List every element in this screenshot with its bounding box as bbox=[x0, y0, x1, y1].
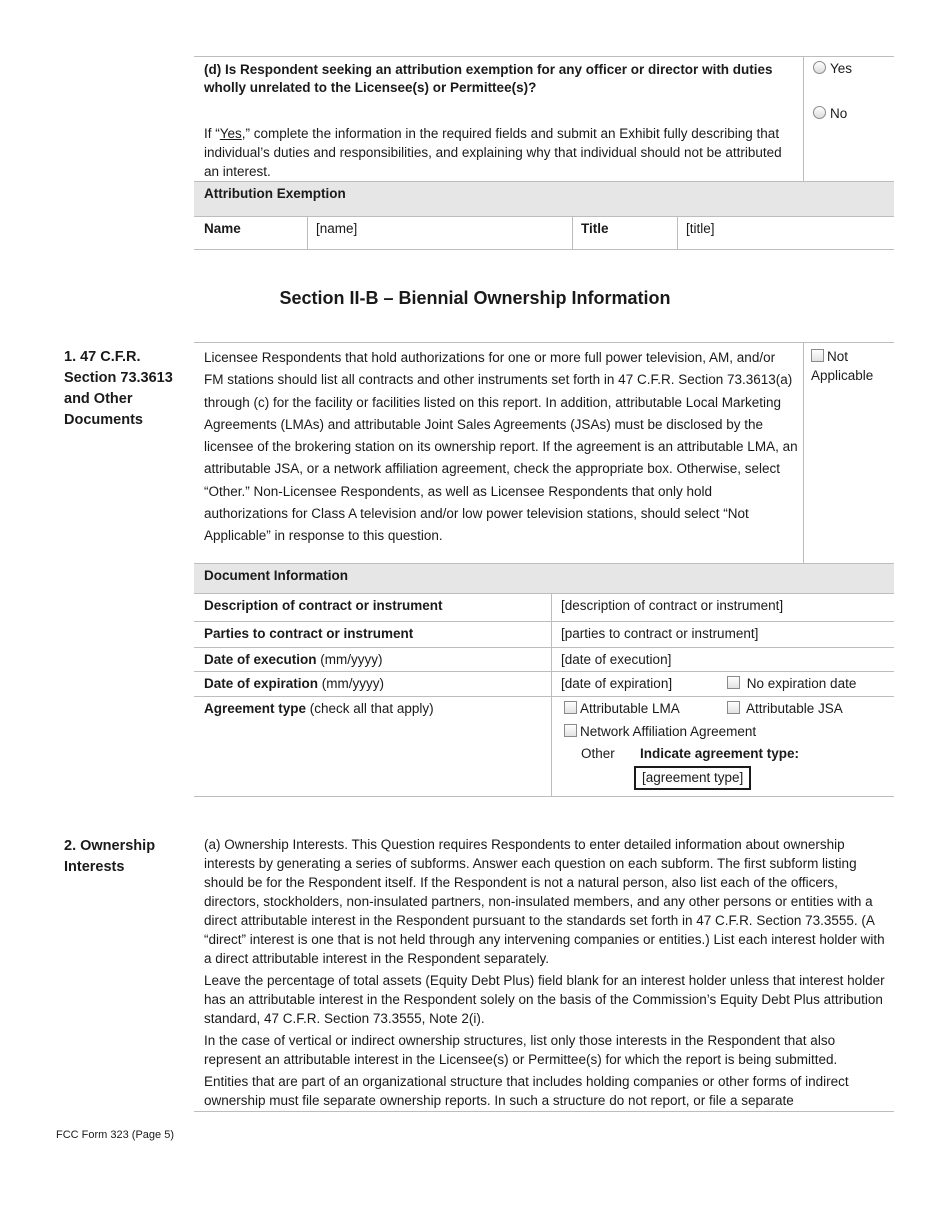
execution-date-field[interactable]: [date of execution] bbox=[561, 652, 672, 667]
description-field[interactable]: [description of contract or instrument] bbox=[561, 598, 784, 613]
expiration-date-field[interactable]: [date of expiration] bbox=[561, 676, 673, 691]
no-radio-option[interactable] bbox=[813, 106, 847, 121]
question-2-paragraph: (a) Ownership Interests. This Question requires Respondents to enter detailed information about ownership interests by generating a series of subforms. Answer each question on each subform. The first subform listing should be for the Respondent itself. If the Respondent is not a natural person, also list each of the officers, directors, stockholders, non-insulated partners, non-insulated members, and any other persons or entities with a direct attributable interest in the Respondent pursuant to the standards set forth in 47 C.F.R. Section 73.3555. (A “direct” interest is one that is not held through any intervening companies or entities.) List each interest holder with a direct attributable interest in the Respondent separately. bbox=[204, 837, 885, 966]
divider bbox=[194, 342, 894, 343]
divider bbox=[803, 56, 804, 181]
indicate-agreement-type-label: Indicate agreement type: bbox=[640, 746, 800, 761]
name-label: Name bbox=[204, 221, 241, 236]
divider bbox=[194, 796, 894, 797]
divider bbox=[572, 216, 573, 249]
attributable-lma-label: Attributable LMA bbox=[580, 701, 680, 716]
execution-label: Date of execution (mm/yyyy) bbox=[204, 652, 383, 667]
no-label: No bbox=[830, 106, 848, 121]
description-label: Description of contract or instrument bbox=[204, 598, 443, 613]
divider bbox=[194, 181, 894, 182]
divider bbox=[551, 593, 552, 796]
question-d-prompt: (d) Is Respondent seeking an attribution exemption for any officer or director with duties wholly unrelated to the Licensee(s) or Permittee(s)? bbox=[204, 62, 773, 95]
question-1-label: 1. 47 C.F.R. Section 73.3613 and Other Documents bbox=[64, 349, 173, 428]
divider bbox=[194, 696, 894, 697]
radio-icon[interactable] bbox=[813, 106, 826, 119]
checkbox-icon[interactable] bbox=[727, 676, 740, 689]
question-2-paragraph: In the case of vertical or indirect ownership structures, list only those interests in the Respondent that also represent an attributable interest in the Licensee(s) or Permittee(s) for which the report is being submitted. bbox=[204, 1033, 838, 1067]
network-affiliation-option[interactable] bbox=[564, 724, 756, 739]
expiration-label: Date of expiration (mm/yyyy) bbox=[204, 676, 385, 691]
title-field[interactable]: [title] bbox=[686, 221, 715, 236]
divider bbox=[194, 621, 894, 622]
attributable-jsa-label: Attributable JSA bbox=[746, 701, 843, 716]
network-affiliation-label: Network Affiliation Agreement bbox=[580, 724, 757, 739]
section-title: Section II-B – Biennial Ownership Information bbox=[279, 288, 671, 308]
no-expiration-label: No expiration date bbox=[746, 676, 857, 691]
divider bbox=[194, 647, 894, 648]
question-1-text: Licensee Respondents that hold authorizations for one or more full power television, AM, and/or FM stations should list all contracts and other instruments set forth in 47 C.F.R. Section 73.3613(a) through (c) for the facility or facilities listed on this report. In addition, attributable Local Marketing Agreements (LMAs) and attributable Joint Sales Agreements (JSAs) must be disclosed by the licensee of the brokering station on its ownership report. If the agreement is an attributable LMA, an attributable JSA, or a network affiliation agreement, check the appropriate box. Otherwise, select “Other.” Non-Licensee Respondents, as well as Licensee Respondents that only hold authorizations for Class A television and/or low power television stations, should select “Not Applicable” in response to this question. bbox=[204, 350, 798, 544]
checkbox-icon[interactable] bbox=[811, 349, 824, 362]
divider bbox=[194, 249, 894, 250]
parties-field[interactable]: [parties to contract or instrument] bbox=[561, 626, 759, 641]
agreement-type-input[interactable]: [agreement type] bbox=[634, 766, 751, 790]
yes-radio-option[interactable] bbox=[813, 61, 852, 76]
divider bbox=[194, 216, 894, 217]
question-2-paragraph: Leave the percentage of total assets (Equity Debt Plus) field blank for an interest holder unless that interest holder has an attributable interest in the Respondent solely on the basis of the Commission’s Equity Debt Plus attribution standard, 47 C.F.R. Section 73.3555, Note 2(i). bbox=[204, 973, 885, 1026]
divider bbox=[194, 563, 894, 564]
attribution-exemption-heading: Attribution Exemption bbox=[204, 186, 346, 201]
question-d-instruction: If “Yes,” complete the information in the required fields and submit an Exhibit fully describing that individual’s duties and responsibilities, and explaining why that individual should not be attributed an interest. bbox=[204, 126, 782, 179]
radio-icon[interactable] bbox=[813, 61, 826, 74]
divider bbox=[803, 342, 804, 563]
checkbox-icon[interactable] bbox=[564, 724, 577, 737]
not-applicable-option[interactable] bbox=[811, 347, 891, 385]
no-expiration-option[interactable] bbox=[727, 676, 856, 691]
divider bbox=[194, 1111, 894, 1112]
divider bbox=[307, 216, 308, 249]
not-applicable-label: Not Applicable bbox=[811, 349, 874, 383]
question-2-body bbox=[204, 835, 889, 1110]
divider bbox=[677, 216, 678, 249]
question-2-label: 2. Ownership Interests bbox=[64, 838, 156, 875]
checkbox-icon[interactable] bbox=[727, 701, 740, 714]
attributable-jsa-option[interactable] bbox=[727, 701, 843, 716]
divider bbox=[194, 56, 894, 57]
divider bbox=[194, 671, 894, 672]
agreement-type-label: Agreement type (check all that apply) bbox=[204, 701, 434, 716]
page-footer: FCC Form 323 (Page 5) bbox=[56, 1129, 174, 1141]
divider bbox=[194, 593, 894, 594]
checkbox-icon[interactable] bbox=[564, 701, 577, 714]
name-field[interactable]: [name] bbox=[316, 221, 358, 236]
parties-label: Parties to contract or instrument bbox=[204, 626, 414, 641]
title-label: Title bbox=[581, 221, 609, 236]
other-label: Other bbox=[581, 746, 615, 761]
document-information-heading: Document Information bbox=[204, 568, 348, 583]
yes-label: Yes bbox=[830, 61, 853, 76]
question-2-paragraph: Entities that are part of an organizational structure that includes holding companies or other forms of indirect ownership must file separate ownership reports. In such a structure do not report, or file a separate bbox=[204, 1074, 849, 1108]
attributable-lma-option[interactable] bbox=[564, 701, 680, 716]
